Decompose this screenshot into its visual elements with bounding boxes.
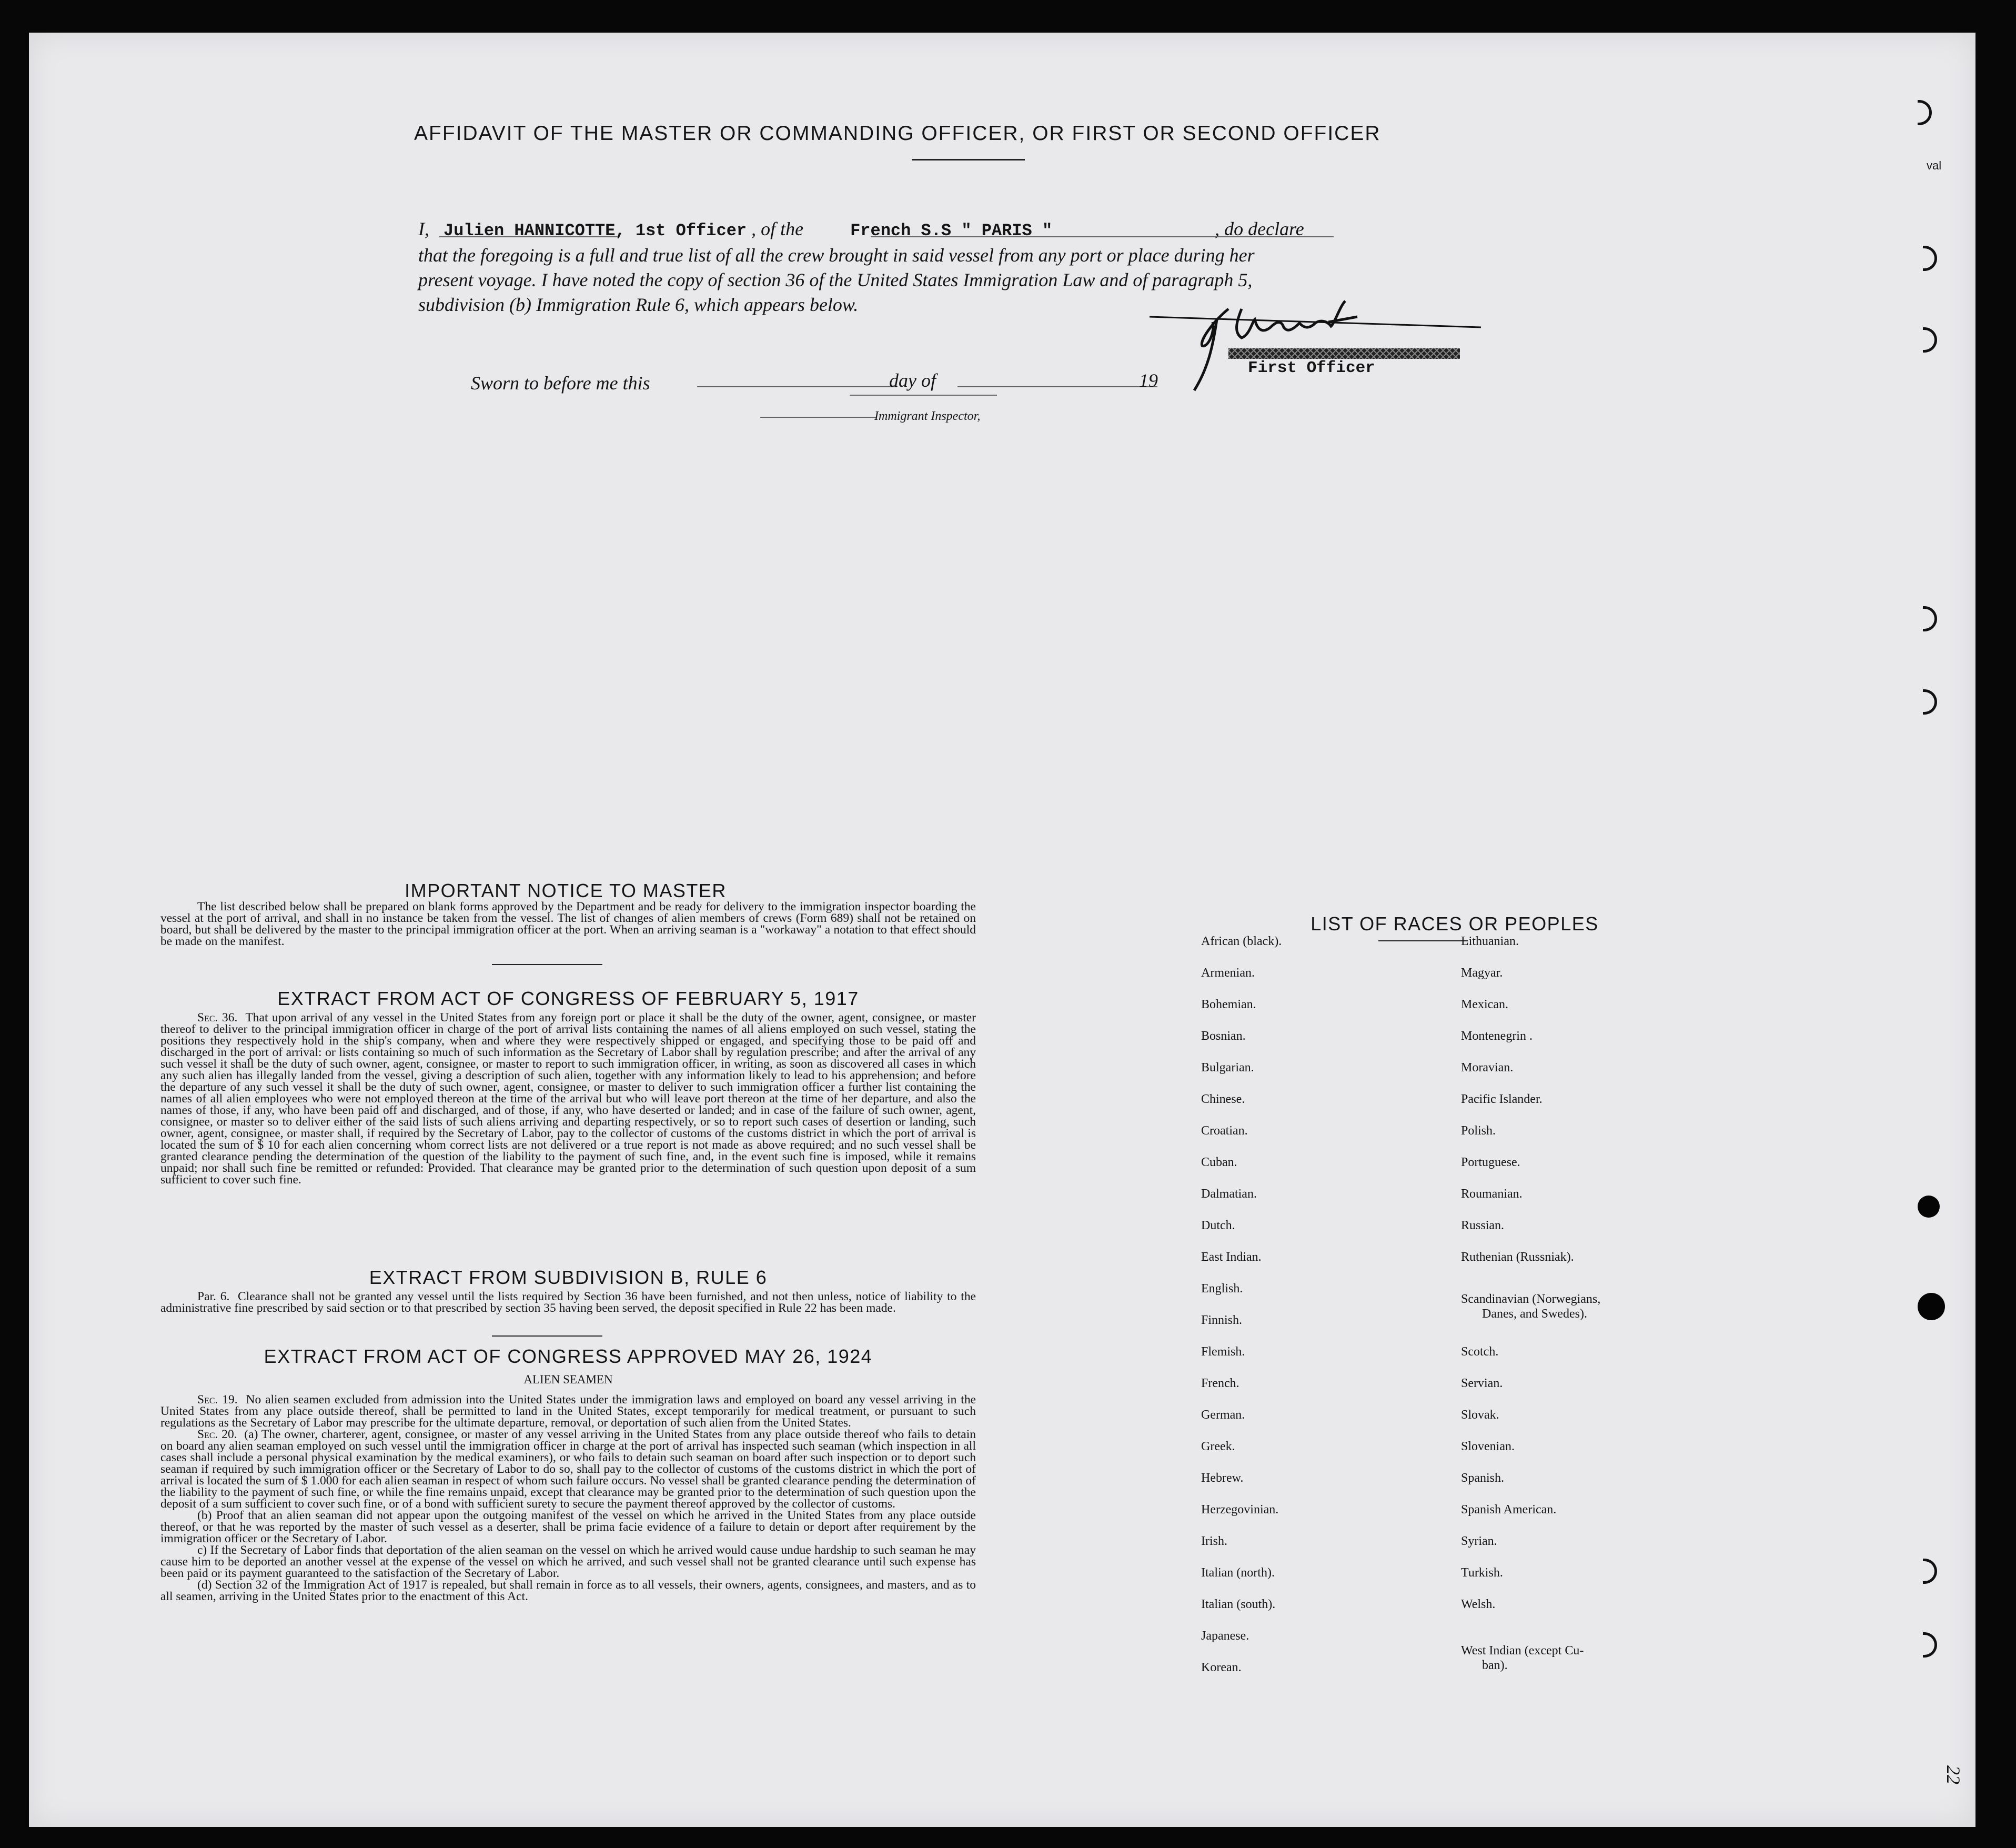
race-right-item: Polish. bbox=[1461, 1124, 1496, 1138]
affidavit-line-4: subdivision (b) Immigration Rule 6, which appears below. bbox=[418, 294, 859, 315]
race-left-item: Cuban. bbox=[1201, 1156, 1237, 1169]
inspector-line-top bbox=[850, 395, 997, 396]
sec-36-label: Sec. 36. bbox=[197, 1011, 238, 1025]
race-left-item: Bulgarian. bbox=[1201, 1061, 1254, 1074]
title-underline bbox=[912, 159, 1025, 160]
binder-hole-mark bbox=[1923, 689, 1937, 715]
race-left-item: Korean. bbox=[1201, 1661, 1242, 1674]
notice-text: The list described below shall be prepared on blank forms approved by the Department and be ready for delivery to the immigration inspector boarding the vessel at the port of arrival, and shall in no instance be taken from the vessel. The list of changes of alien members of crews (Form 689) shall not be retained on board, but shall be delivered by the master to the principal immigration officer at the port. When an arriving seaman is a "workaway" a notation to that effect should be made on the manifest. bbox=[160, 900, 976, 948]
race-left-item: Flemish. bbox=[1201, 1345, 1245, 1359]
sec-20a-text: (a) The owner, charterer, agent, consignee, or master of any vessel arriving in the United States from any place outside thereof who fails to detain on board any alien seaman employed on such vessel until the immigration officer in charge at the port of arrival has inspected such seaman (which inspection in all cases shall include a personal physical examination by the medical examiners), or who fails to detain such seaman on board after such inspection or to deport such seaman if required by such immigration officer or the Secretary of Labor to do so, shall pay to the collector of customs of the customs district in which the port of arrival is located the sum of $ 1.000 for each alien seaman in respect of whom such failure occurs. No vessel shall be granted clearance pending the determination of the liability to the payment of such fine, or while the fine remains unpaid, except that clearance may be granted prior to the determination of such question upon the deposit of a sum sufficient to cover such fine, or of a bond with sufficient surety to secure the payment thereof approved by the collector of customs. bbox=[160, 1428, 976, 1511]
race-right-item: Syrian. bbox=[1461, 1534, 1497, 1548]
officer-name: Julien HANNICOTTE, 1st Officer bbox=[443, 221, 747, 240]
affidavit-pronoun: I, bbox=[418, 218, 429, 239]
of-the-text: , of the bbox=[751, 218, 804, 239]
race-right-item: Slovak. bbox=[1461, 1408, 1499, 1422]
extract-rule6-title: EXTRACT FROM SUBDIVISION B, RULE 6 bbox=[369, 1267, 768, 1288]
race-left-item: Bohemian. bbox=[1201, 998, 1256, 1011]
race-right-item: Turkish. bbox=[1461, 1566, 1503, 1580]
binder-hole-mark bbox=[1923, 1559, 1937, 1584]
sec-19-text: No alien seamen excluded from admission into the United States under the immigration laws and employed on board any vessel arriving in the United States from any place outside thereof, shall be permitted to land in the United States, except temporarily for medical treatment, or pursuant to such regulations as the Secretary of Labor may prescribe for the ultimate departure, removal, or deportation of such alien from the United States. bbox=[160, 1393, 976, 1430]
race-right-item: Spanish. bbox=[1461, 1471, 1505, 1485]
race-right-item: Slovenian. bbox=[1461, 1440, 1515, 1453]
race-left-item: Armenian. bbox=[1201, 966, 1255, 980]
sec-19-label: Sec. 19. bbox=[197, 1393, 238, 1407]
extract-1917-block bbox=[160, 1012, 976, 1186]
extract-1924-block bbox=[160, 1394, 976, 1602]
sec-36-text: That upon arrival of any vessel in the United States from any foreign port or place it shall be the duty of the owner, agent, consignee, or master thereof to deliver to the principal immigration officer in charge of the port of arrival lists containing the names of all aliens employed on such vessel, stating the positions they respectively hold in the ship's company, when and where they were respectively shipped or engaged, and specifying those to be paid off and discharged in the port of arrival: or lists containing so much of such information as the Secretary of Labor shall by regulation prescribe; and after the arrival of any such vessel it shall be the duty of such owner, agent, consignee, or master to report to such immigration officer, in writing, as soon as discovered all cases in which any such alien has illegally landed from the vessel, giving a description of such alien, together with any information likely to lead to his apprehension; and before the departure of any such vessel it shall be the duty of such owner, agent, consignee, or master to deliver to such immigration officer a further list containing the names of all alien employees who were not employed thereon at the time of the arrival but who will leave port thereon at the time of her departure, and also the names of those, if any, who have been paid off and discharged, and of those, if any, who have deserted or landed; and in case of the failure of such owner, agent, consignee, or master so to deliver either of the said lists of such aliens arriving and departing respectively, or so to report such cases of desertion or landing, such owner, agent, consignee, or master shall, if required by the Secretary of Labor, pay to the collector of customs of the customs district in which the port of arrival is located the sum of $ 10 for each alien concerning whom correct lists are not delivered or a true report is not made as above required; and no such vessel shall be granted clearance pending the determination of the question of the liability to the payment of such fine, and, in the event such fine is imposed, while it remains unpaid; nor shall such fine be remitted or refunded: Provided. That clearance may be granted prior to the determination of such question upon deposit of a sum sufficient to cover such fine. bbox=[160, 1011, 976, 1187]
race-right-item: Spanish American. bbox=[1461, 1503, 1557, 1516]
margin-mark-bottom: 22 bbox=[1943, 1765, 1964, 1784]
signature-image bbox=[1150, 290, 1486, 396]
race-left-item: Japanese. bbox=[1201, 1629, 1249, 1643]
race-left-item: Bosnian. bbox=[1201, 1029, 1246, 1043]
race-right-item: Lithuanian. bbox=[1461, 935, 1519, 948]
inspector-line bbox=[760, 417, 876, 418]
race-right-item: Moravian. bbox=[1461, 1061, 1514, 1074]
sworn-month-line bbox=[957, 386, 1157, 387]
vessel-name: French S.S " PARIS " bbox=[850, 221, 1053, 240]
races-title: LIST OF RACES OR PEOPLES bbox=[1311, 913, 1599, 935]
sec-20d-text: (d) Section 32 of the Immigration Act of 1917 is repealed, but shall remain in force as to all vessels, their owners, agents, consignees, and masters, and as to all seamen, arriving in the United States prior to the enactment of this Act. bbox=[160, 1578, 976, 1603]
race-left-item: German. bbox=[1201, 1408, 1245, 1422]
binder-hole-mark bbox=[1923, 246, 1937, 271]
race-left-item: Dalmatian. bbox=[1201, 1187, 1257, 1201]
notice-text-block bbox=[160, 901, 976, 947]
race-right-item: Roumanian. bbox=[1461, 1187, 1523, 1201]
race-right-item: West Indian (except Cu- bbox=[1461, 1644, 1584, 1658]
document-page bbox=[29, 33, 1975, 1827]
affidavit-title: AFFIDAVIT OF THE MASTER OR COMMANDING OFFICER, OR FIRST OR SECOND OFFICER bbox=[414, 122, 1381, 145]
binder-hole bbox=[1918, 1293, 1945, 1320]
race-left-item: African (black). bbox=[1201, 935, 1282, 948]
sec-20b-text: (b) Proof that an alien seaman did not appear upon the outgoing manifest of the vessel on which he arrived in the United States from any place outside thereof, or that he was reported by the master of such vessel as a deserter, shall be prima facie evidence of a failure to detain or deport after requirement by the immigration officer or the Secretary of Labor. bbox=[160, 1509, 976, 1545]
rule6-divider bbox=[492, 1335, 602, 1337]
race-left-item: Croatian. bbox=[1201, 1124, 1248, 1138]
day-of-text: day of bbox=[889, 370, 936, 391]
race-right-item: Danes, and Swedes). bbox=[1482, 1307, 1587, 1321]
race-left-item: East Indian. bbox=[1201, 1250, 1262, 1264]
margin-mark-top: val bbox=[1927, 159, 1942, 172]
race-right-item: Pacific Islander. bbox=[1461, 1092, 1543, 1106]
signature-title: First Officer bbox=[1248, 359, 1375, 377]
race-left-item: Italian (north). bbox=[1201, 1566, 1275, 1580]
binder-hole-mark bbox=[1923, 606, 1937, 631]
race-right-item: Scotch. bbox=[1461, 1345, 1499, 1359]
vessel-fill-line bbox=[871, 236, 1334, 237]
race-left-item: French. bbox=[1201, 1377, 1239, 1390]
race-left-item: Finnish. bbox=[1201, 1313, 1243, 1327]
race-right-item: Portuguese. bbox=[1461, 1156, 1520, 1169]
race-right-item: ban). bbox=[1482, 1659, 1508, 1672]
year-prefix: 19 bbox=[1139, 370, 1158, 391]
race-right-item: Scandinavian (Norwegians, bbox=[1461, 1292, 1601, 1306]
do-declare-text: , do declare bbox=[1215, 218, 1304, 239]
race-left-item: Herzegovinian. bbox=[1201, 1503, 1279, 1516]
extract-1917-title: EXTRACT FROM ACT OF CONGRESS OF FEBRUARY 5, 1917 bbox=[277, 988, 859, 1009]
race-left-item: Irish. bbox=[1201, 1534, 1227, 1548]
race-right-item: Magyar. bbox=[1461, 966, 1503, 980]
sec-20c-text: c) If the Secretary of Labor finds that deportation of the alien seaman on the vessel on which he arrived would cause undue hardship to such seaman he may cause him to be deported an another vessel at the expense of the vessel on which he arrived, and such vessel shall not be granted clearance until such expense has been paid or its payment guaranteed to the satisfaction of the Secretary of Labor. bbox=[160, 1543, 976, 1580]
race-left-item: Dutch. bbox=[1201, 1219, 1235, 1232]
race-left-item: Chinese. bbox=[1201, 1092, 1245, 1106]
name-fill-line bbox=[439, 236, 618, 237]
par-6-label: Par. 6. bbox=[197, 1290, 230, 1303]
extract-1924-title: EXTRACT FROM ACT OF CONGRESS APPROVED MAY 26, 1924 bbox=[264, 1345, 873, 1367]
inspector-label: Immigrant Inspector, bbox=[874, 409, 981, 423]
binder-hole bbox=[1918, 1196, 1940, 1218]
notice-divider bbox=[492, 964, 602, 965]
binder-hole-mark bbox=[1923, 327, 1937, 353]
extract-rule6-block bbox=[160, 1291, 976, 1314]
race-right-item: Mexican. bbox=[1461, 998, 1508, 1011]
affidavit-line-2: that the foregoing is a full and true list of all the crew brought in said vessel from any port or place during her bbox=[418, 245, 1255, 266]
sec-20-label: Sec. 20. bbox=[197, 1428, 237, 1441]
race-right-item: Ruthenian (Russniak). bbox=[1461, 1250, 1574, 1264]
race-left-item: Greek. bbox=[1201, 1440, 1235, 1453]
notice-title: IMPORTANT NOTICE TO MASTER bbox=[405, 880, 727, 901]
race-left-item: English. bbox=[1201, 1282, 1243, 1295]
sworn-day-line bbox=[697, 386, 897, 387]
alien-seamen-subtitle: ALIEN SEAMEN bbox=[523, 1373, 613, 1386]
par-6-text: Clearance shall not be granted any vessel until the lists required by Section 36 have been furnished, and not then unless, notice of liability to the administrative fine prescribed by said section or to that prescribed by section 35 having been served, the deposit specified in Rule 22 has been made. bbox=[160, 1290, 976, 1315]
race-right-item: Servian. bbox=[1461, 1377, 1503, 1390]
races-underline bbox=[1378, 940, 1468, 941]
affidavit-line-3: present voyage. I have noted the copy of section 36 of the United States Immigration Law and of paragraph 5, bbox=[418, 269, 1253, 290]
race-left-item: Hebrew. bbox=[1201, 1471, 1244, 1485]
sworn-text: Sworn to before me this bbox=[471, 373, 650, 394]
race-right-item: Welsh. bbox=[1461, 1598, 1496, 1611]
race-right-item: Montenegrin . bbox=[1461, 1029, 1533, 1043]
binder-hole-mark bbox=[1918, 100, 1932, 125]
race-right-item: Russian. bbox=[1461, 1219, 1505, 1232]
race-left-item: Italian (south). bbox=[1201, 1598, 1276, 1611]
binder-hole-mark bbox=[1923, 1632, 1937, 1658]
